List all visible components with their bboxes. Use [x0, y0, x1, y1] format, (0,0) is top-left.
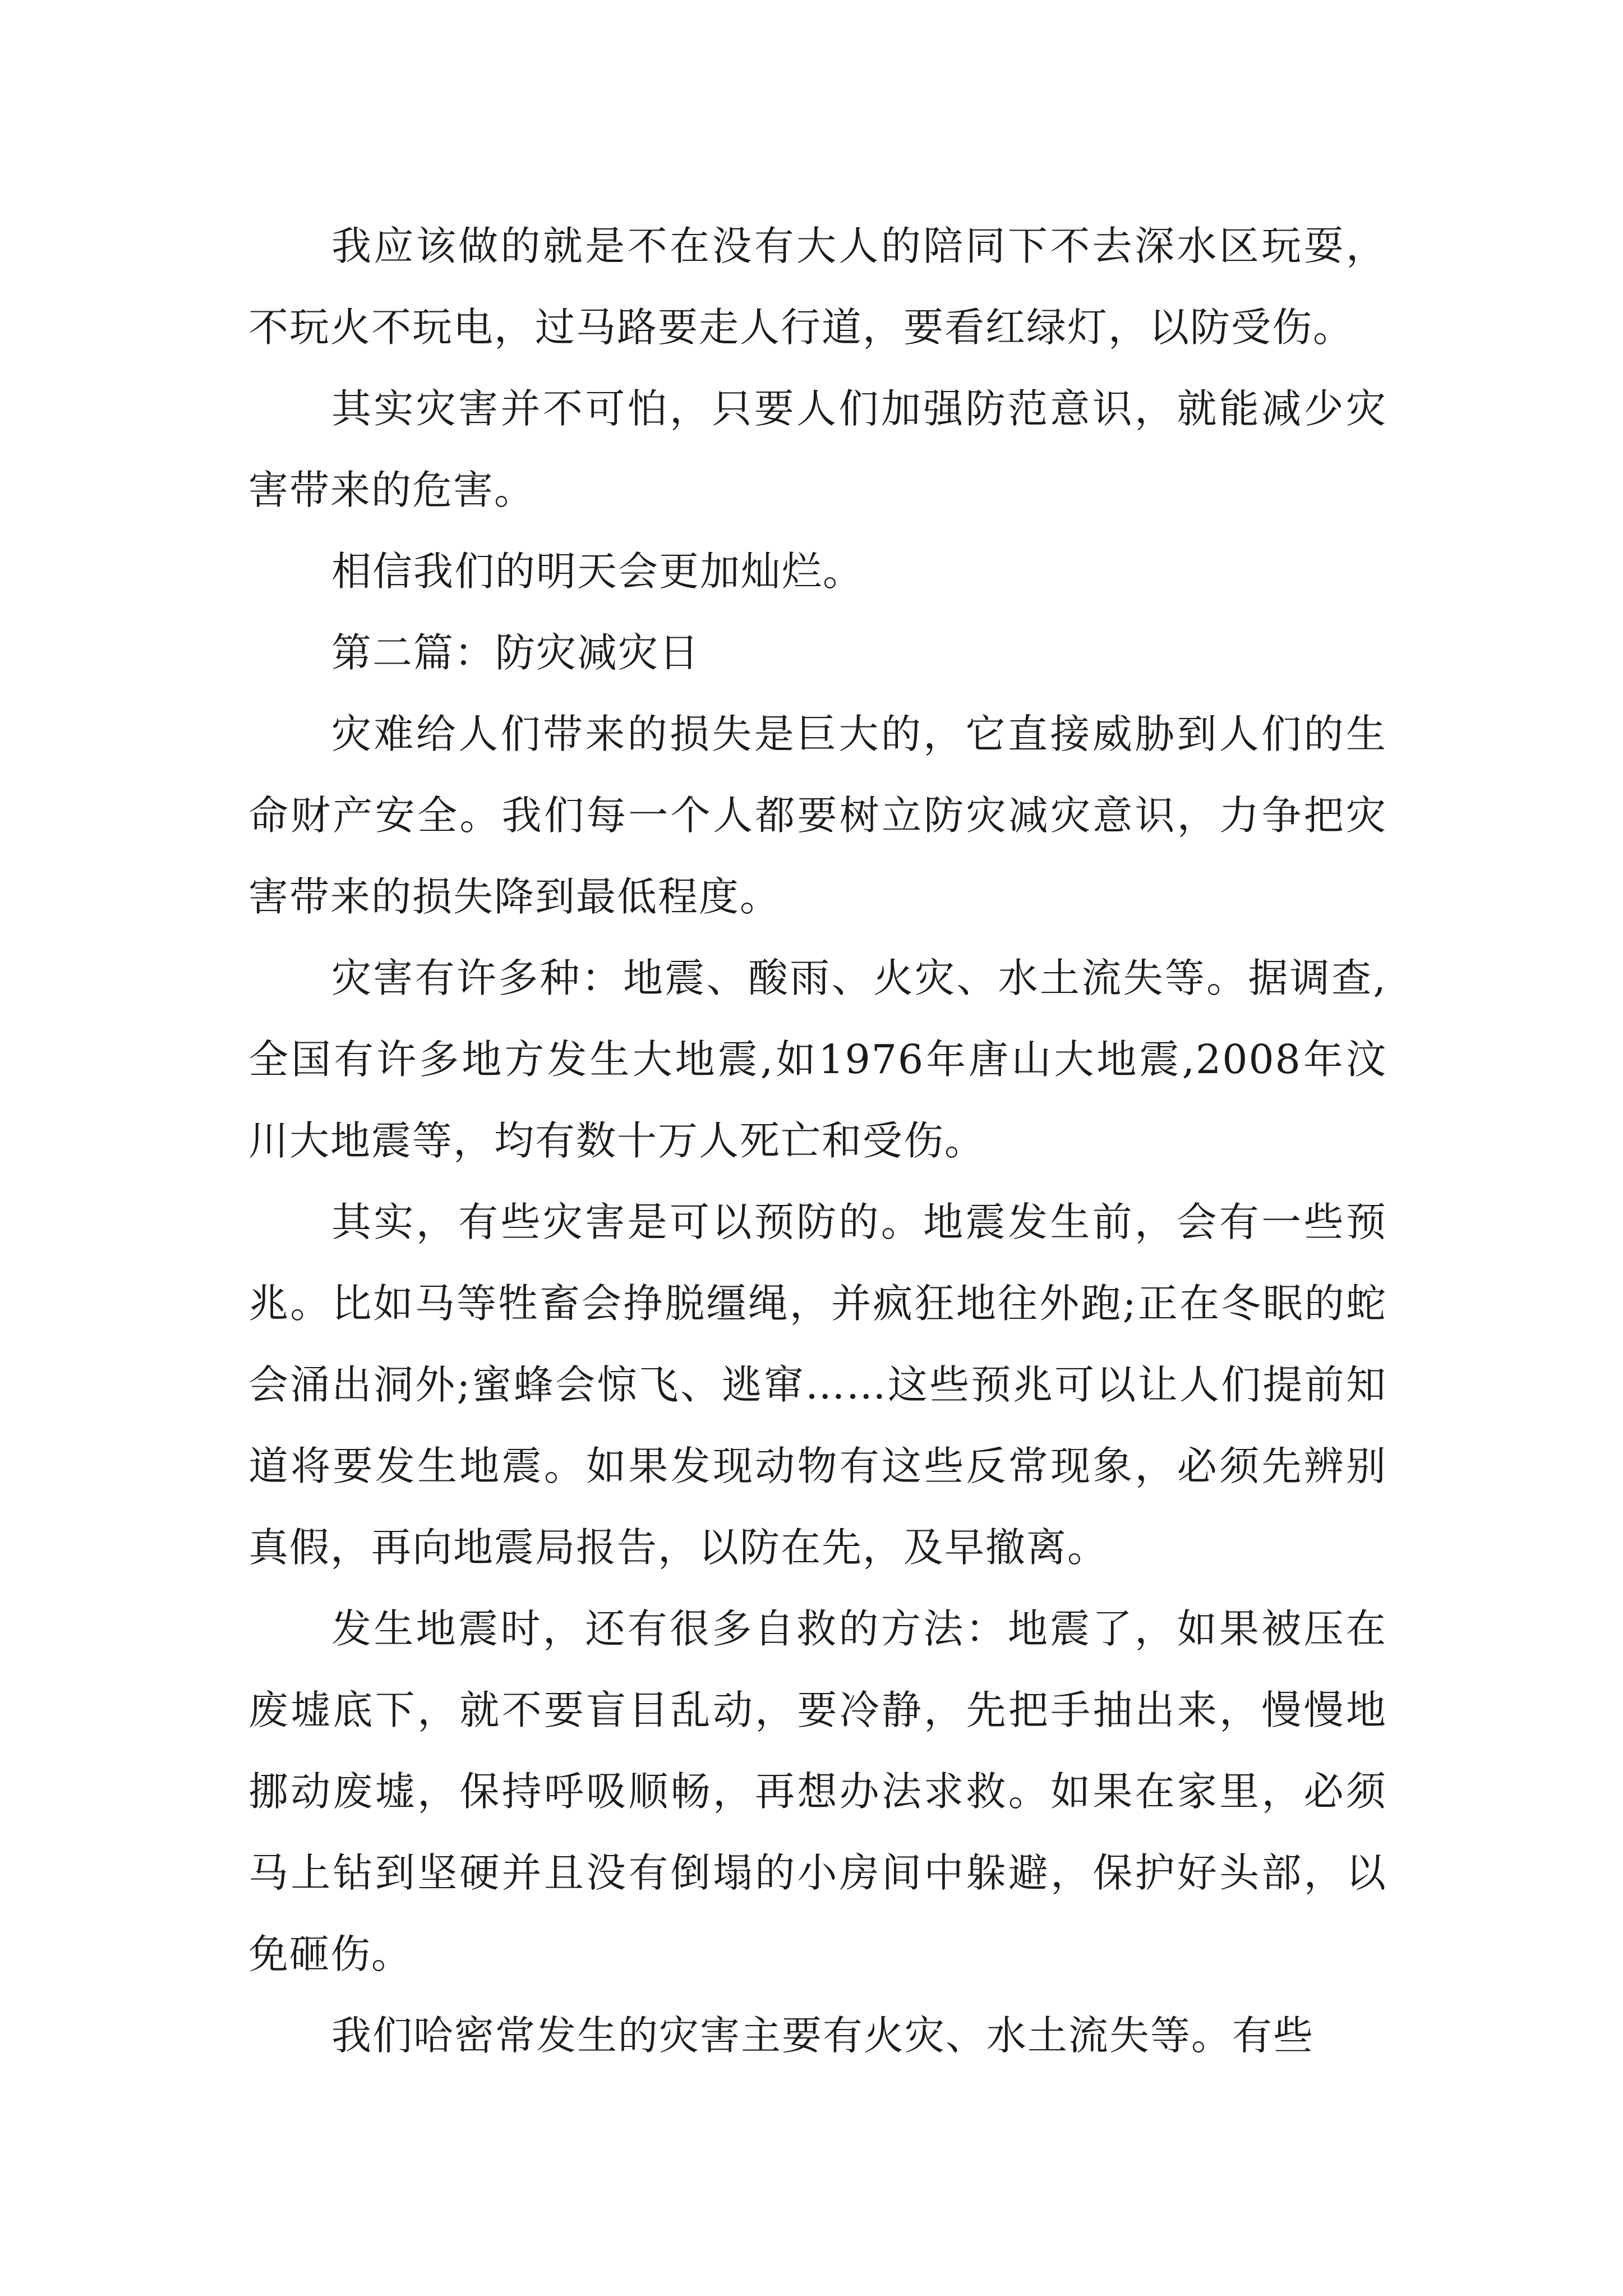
document-body: [248, 205, 1387, 2076]
paragraph: 我应该做的就是不在没有大人的陪同下不去深水区玩耍，不玩火不玩电，过马路要走人行道，要看红绿灯，以防受伤。: [248, 223, 1387, 351]
paragraph: 我们哈密常发生的灾害主要有火灾、水土流失等。有些: [331, 2012, 1315, 2059]
paragraph: 灾难给人们带来的损失是巨大的，它直接威胁到人们的生命财产安全。我们每一个人都要树立防灾减灾意识，力争把灾害带来的损失降到最低程度。: [248, 711, 1387, 920]
paragraph: 发生地震时，还有很多自救的方法：地震了，如果被压在废墟底下，就不要盲目乱动，要冷静，先把手抽出来，慢慢地挪动废墟，保持呼吸顺畅，再想办法求救。如果在家里，必须马上钻到坚硬并且没有倒塌的小房间中躲避，保护好头部，以免砸伤。: [248, 1605, 1387, 1977]
paragraph: 相信我们的明天会更加灿烂。: [331, 548, 864, 595]
paragraph: 其实，有些灾害是可以预防的。地震发生前，会有一些预兆。比如马等牲畜会挣脱缰绳，并疯狂地往外跑;正在冬眠的蛇会涌出洞外;蜜蜂会惊飞、逃窜……这些预兆可以让人们提前知道将要发生地震。如果发现动物有这些反常现象，必须先辨别真假，再向地震局报告，以防在先，及早撤离。: [248, 1199, 1387, 1571]
paragraph: 其实灾害并不可怕，只要人们加强防范意识，就能减少灾害带来的危害。: [248, 385, 1387, 513]
section-heading: 第二篇：防灾减灾日: [331, 629, 700, 676]
paragraph: 灾害有许多种：地震、酸雨、火灾、水土流失等。据调查,全国有许多地方发生大地震,如1976年唐山大地震,2008年汶川大地震等，均有数十万人死亡和受伤。: [248, 955, 1387, 1164]
